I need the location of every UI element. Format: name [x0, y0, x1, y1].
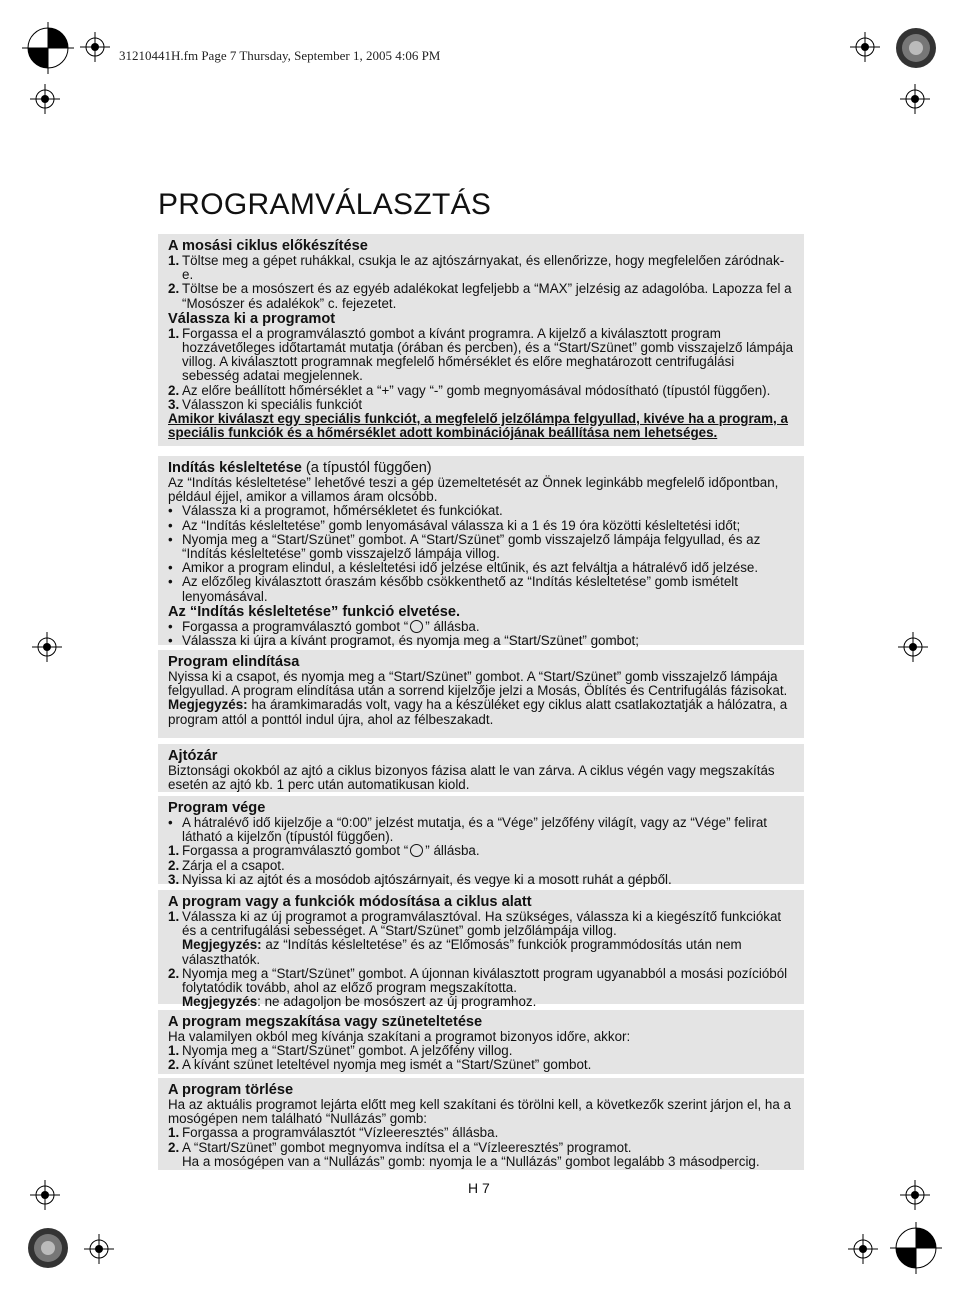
crosshair-mark-top-center-left: [80, 32, 110, 62]
crosshair-mark-bottom-center-right: [848, 1234, 878, 1264]
crosshair-mark-top-center-right: [850, 32, 880, 62]
section-door-lock: [158, 744, 804, 792]
list-item: • Válassza ki újra a kívánt programot, és nyomja meg a “Start/Szünet” gombot;: [168, 633, 639, 649]
list-item: 1. Válassza ki az új programot a programválasztóval. Ha szükséges, válassza ki a kiegészítő funkciókat és a centrifugálási sebességet. A “Start/Szünet” gomb jelzőlámpája villog. Megjegyzés: az “Indítás késleltetése” és az “Előmosás” funkciók programmódosítás után nem választhatók.: [168, 909, 782, 967]
section-preparation: [158, 234, 804, 446]
section-pause-program: [158, 1010, 804, 1074]
section-heading: Indítás késleltetése (a típustól függően): [168, 460, 432, 476]
subsection-heading: Válassza ki a programot: [168, 310, 336, 327]
list-item: 2. Nyomja meg a “Start/Szünet” gombot. A újonnan kiválasztott program ugyanabból a mosási pozícióból folytatódik tovább, ahol az előző program megszakította. Megjegyzés: ne adagoljon be mosószert az új programhoz.: [168, 965, 788, 1010]
page-number: H 7: [468, 1180, 490, 1196]
section-note: Megjegyzés: ha áramkimaradás volt, vagy ha a készüléket egy ciklus alatt csatlakoztatják a hálózatra, a program attól a ponttól indul újra, ahol az félbeszakadt.: [168, 697, 788, 727]
section-program-start: [158, 650, 804, 738]
list-item: 1. Forgassa el a programválasztó gombot a kívánt programra. A kijelző a kiválasztott program hozzávetőleges időtartamát mutatja (órában és percben), és a “Start/Szünet” gomb visszajelző lámpája villog. A kiválasztott programnak megfelelő hőmérséklet és előre meghatározott centrifugálási sebesség adatai megjelennek.: [168, 325, 794, 384]
list-item: 3. Nyissa ki az ajtót és a mosódob ajtószárnyait, és vegye ki a mosott ruhát a gépből.: [168, 871, 672, 887]
special-function-note: Amikor kiválaszt egy speciális funkciót, a megfelelő jelzőlámpa felgyullad, kivéve ha a program, a speciális funkciók és a hőmérséklet adott kombinációjának beállítása nem lehetséges.: [168, 411, 788, 441]
registration-mark-bottom-left: [22, 1222, 74, 1274]
list-item: 1. Nyomja meg a “Start/Szünet” gombot. A jelzőfény villog.: [168, 1043, 513, 1059]
section-delayed-start: [158, 456, 804, 649]
list-item: • A hátralévő idő kijelzője a “0:00” jelzést mutatja, és a “Vége” jelzőfény világít, vagy az “Vége” felirat látható a kijelzőn (típustól függően).: [168, 815, 768, 845]
list-item: 2. A “Start/Szünet” gombot megnyomva indítsa el a “Vízleeresztés” programot.: [168, 1139, 632, 1155]
list-item: • Nyomja meg a “Start/Szünet” gombot. A “Start/Szünet” gomb visszajelző lámpája felgyullad, és az “Indítás késleltetése” gomb visszajelző lámpája villog.: [168, 531, 761, 562]
list-item: 1. Töltse meg a gépet ruhákkal, csukja le az ajtószárnyakat, és ellenőrizze, hogy megfelelően záródnak-e.: [168, 253, 785, 283]
section-heading: Ajtózár: [168, 748, 218, 764]
list-item: 2. Az előre beállított hőmérséklet a “+” vagy “-” gomb megnyomásával módosítható (típustól függően).: [168, 382, 771, 398]
list-item: 2. Zárja el a csapot.: [168, 857, 285, 873]
registration-mark-top-right: [890, 22, 942, 74]
list-item: 2. A kívánt szünet leteltével nyomja meg ismét a “Start/Szünet” gombot.: [168, 1057, 592, 1073]
section-heading: Program elindítása: [168, 654, 300, 670]
program-knob-off-icon: [410, 620, 423, 633]
registration-mark-bottom-right: [890, 1222, 942, 1274]
section-heading: A mosási ciklus előkészítése: [168, 238, 368, 254]
section-heading: A program megszakítása vagy szüneteltetése: [168, 1014, 483, 1030]
page-title: PROGRAMVÁLASZTÁS: [158, 188, 492, 221]
crosshair-mark-left-upper: [30, 84, 60, 114]
list-item: 3. Válasszon ki speciális funkciót: [168, 396, 363, 412]
list-item: 1. Forgassa a programválasztó gombot “ ” állásba.: [168, 843, 480, 859]
crosshair-mark-right-lower: [900, 1180, 930, 1210]
section-intro: Az “Indítás késleltetése” lehetővé teszi a gép üzemeltetését az Önnek leginkább megfelelő időpontban, például éjjel, amikor a villamos áram olcsóbb.: [168, 475, 779, 505]
print-slug: 31210441H.fm Page 7 Thursday, September 1, 2005 4:06 PM: [119, 48, 441, 63]
section-heading: A program vagy a funkciók módosítása a ciklus alatt: [168, 894, 532, 910]
list-item: 2. Töltse be a mosószert és az egyéb adalékokat legfeljebb a “MAX” jelzésig az adagolóba. Lapozza fel a “Mosószer és adalékok” c. fejezetet.: [168, 281, 792, 311]
crosshair-mark-bottom-center-left: [84, 1234, 114, 1264]
section-program-end: [158, 796, 804, 887]
list-item: • Az előzőleg kiválasztott óraszám később csökkenthető az “Indítás késleltetése” gomb ismételt lenyomásával.: [168, 574, 738, 604]
crosshair-mark-right-middle: [898, 632, 928, 662]
registration-mark-top-left: [22, 22, 74, 74]
section-heading: Program vége: [168, 800, 266, 816]
section-heading: A program törlése: [168, 1082, 294, 1098]
section-text: Nyissa ki a csapot, és nyomja meg a “Start/Szünet” gombot. A “Start/Szünet” gomb visszajelző lámpája felgyullad. A program elindítása után a sorrend kijelzője jelzi a Mosás, Öblítés és Centrifugálás fázisokat.: [168, 669, 788, 699]
section-note: Ha a mosógépen van a “Nullázás” gomb: nyomja le a “Nullázás” gombot legalább 3 másodpercig.: [182, 1153, 760, 1169]
list-item: • Forgassa a programválasztó gombot “ ” állásba.: [168, 618, 480, 634]
crosshair-mark-right-upper: [900, 84, 930, 114]
section-intro: Ha valamilyen okból meg kívánja szakítani a programot bizonyos időre, akkor:: [168, 1029, 631, 1044]
section-modify-program: [158, 890, 804, 1010]
crosshair-mark-left-lower: [30, 1180, 60, 1210]
list-item: 1. Forgassa a programválasztót “Vízleeresztés” állásba.: [168, 1125, 499, 1141]
subsection-heading: Az “Indítás késleltetése” funkció elvetése.: [168, 603, 460, 620]
section-cancel-program: [158, 1078, 804, 1170]
section-text: Biztonsági okokból az ajtó a ciklus bizonyos fázisa alatt le van zárva. A ciklus végén vagy megszakítás esetén az ajtó kb. 1 perc után automatikusan kiold.: [168, 763, 775, 793]
list-item: • Válassza ki a programot, hőmérsékletet és funkciókat.: [168, 503, 503, 519]
crosshair-mark-left-middle: [32, 632, 62, 662]
program-knob-off-icon: [410, 844, 423, 857]
list-item: • Az “Indítás késleltetése” gomb lenyomásával válassza ki a 1 és 19 óra közötti késleltetési időt;: [168, 517, 741, 533]
list-item: • Amikor a program elindul, a késleltetési idő jelzése eltűnik, és azt felváltja a hátralévő idő jelzése.: [168, 560, 759, 576]
section-intro: Ha az aktuális programot lejárta előtt meg kell szakítani és törölni kell, a következők szerint járjon el, ha a mosógépen nem található “Nullázás” gomb:: [168, 1097, 791, 1127]
